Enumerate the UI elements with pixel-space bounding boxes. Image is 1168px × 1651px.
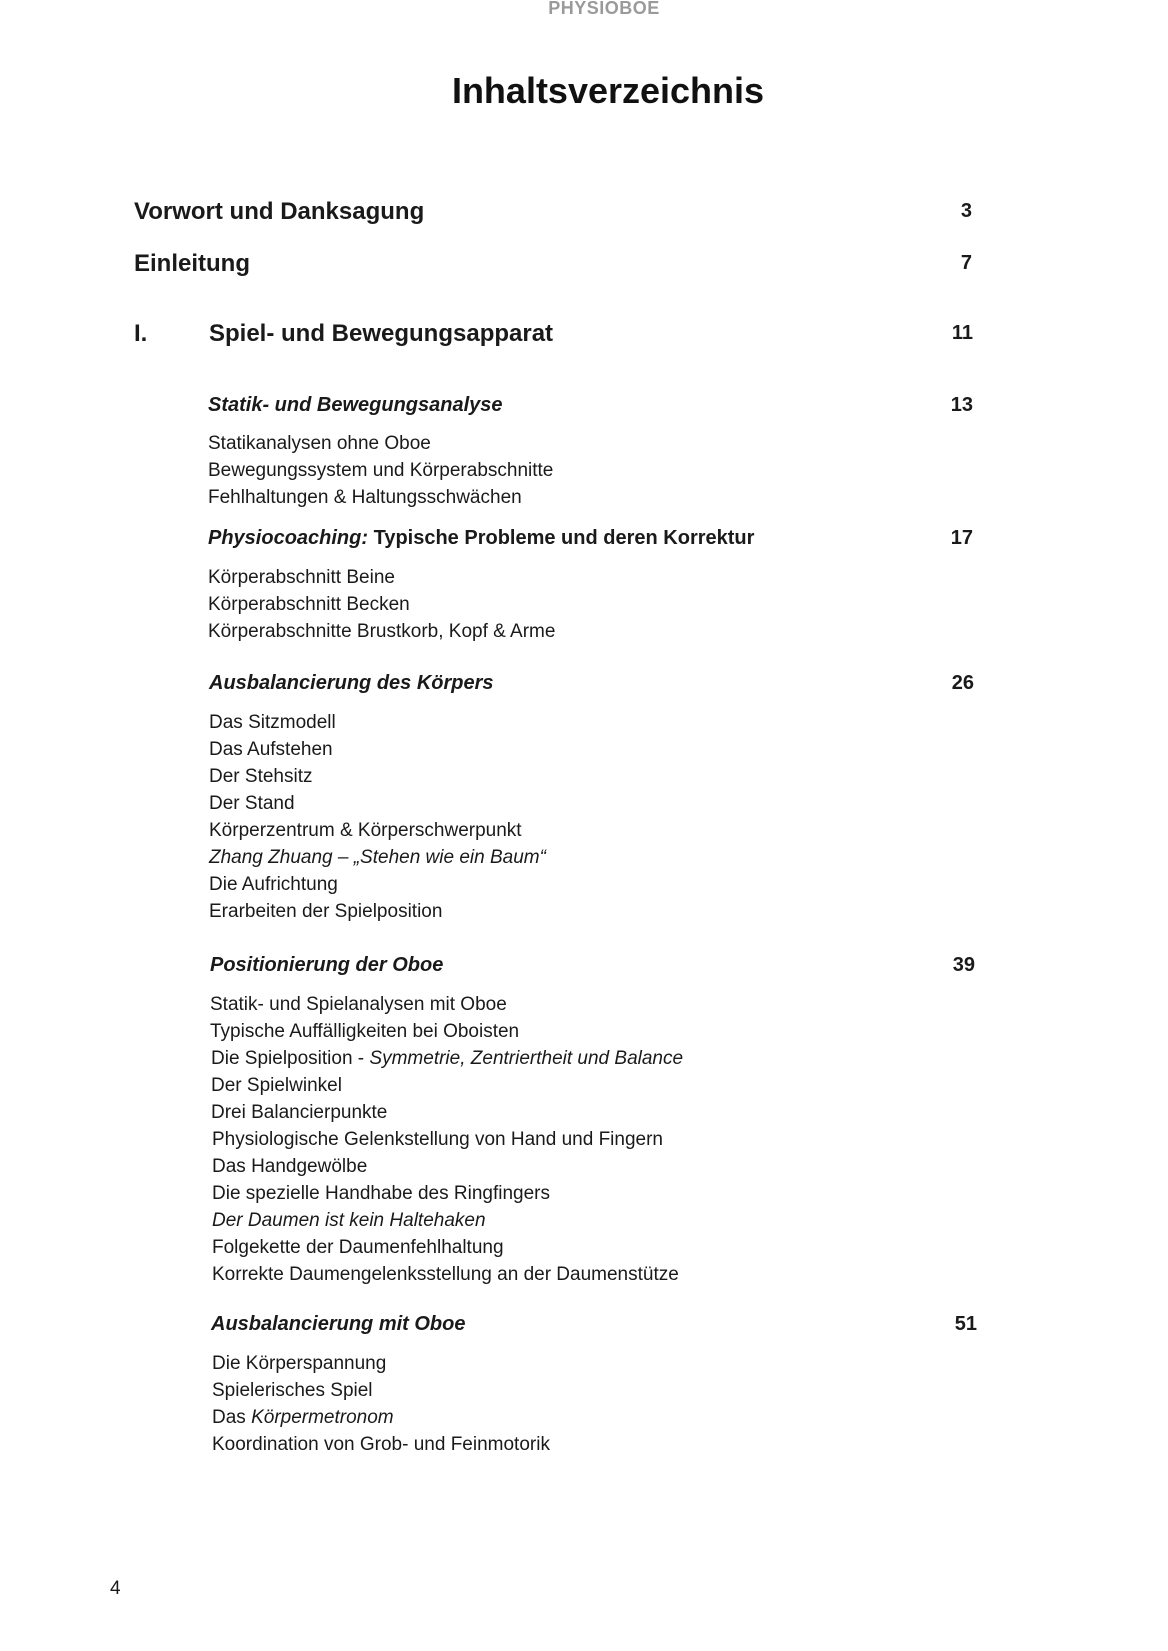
section-title-rest: Typische Probleme und deren Korrektur [368, 527, 755, 549]
toc-item-italic: Symmetrie, Zentriertheit und Balance [369, 1048, 684, 1069]
running-header: PHYSIOBOE [548, 0, 660, 18]
toc-item: Der Stand [209, 793, 295, 814]
part-numeral: I. [134, 320, 148, 347]
toc-item: Körperabschnitt Beine [208, 567, 395, 588]
toc-item-prefix: Die Spielposition - [211, 1048, 370, 1069]
toc-item: Statik- und Spielanalysen mit Oboe [210, 994, 507, 1015]
section-page: 39 [952, 954, 975, 976]
toc-item: Korrekte Daumengelenksstellung an der Daumenstütze [212, 1264, 679, 1285]
section-page: 26 [951, 672, 974, 694]
section-title: Positionierung der Oboe [210, 954, 444, 976]
toc-item: Typische Auffälligkeiten bei Oboisten [210, 1021, 520, 1042]
toc-item: Der Stehsitz [209, 766, 313, 787]
toc-item: Körperabschnitte Brustkorb, Kopf & Arme [208, 621, 556, 642]
section-title: Ausbalancierung mit Oboe [211, 1313, 466, 1335]
toc-entry-page: 7 [960, 252, 972, 274]
toc-item: Physiologische Gelenkstellung von Hand und Fingern [212, 1129, 663, 1150]
page-title: Inhaltsverzeichnis [451, 70, 765, 111]
toc-item: Drei Balancierpunkte [211, 1102, 388, 1123]
section-page: 51 [954, 1313, 977, 1335]
toc-item: Spielerisches Spiel [212, 1380, 373, 1401]
toc-item: Der Spielwinkel [211, 1075, 342, 1096]
toc-item: Die spezielle Handhabe des Ringfingers [212, 1183, 550, 1204]
toc-item [211, 1048, 683, 1070]
toc-item: Bewegungssystem und Körperabschnitte [208, 460, 554, 481]
toc-item: Statikanalysen ohne Oboe [208, 433, 431, 454]
section-title-italic: Physiocoaching: [208, 527, 369, 549]
toc-item: Körperabschnitt Becken [208, 594, 410, 615]
toc-item: Zhang Zhuang – „Stehen wie ein Baum“ [209, 847, 546, 868]
toc-entry-page: 3 [960, 200, 972, 222]
section-title [208, 527, 754, 550]
toc-item [212, 1407, 394, 1429]
page-number: 4 [110, 1578, 121, 1599]
part-page: 11 [951, 322, 973, 344]
toc-item: Das Handgewölbe [212, 1156, 368, 1177]
toc-entry-label: Vorwort und Danksagung [134, 198, 425, 225]
toc-item: Die Aufrichtung [209, 874, 338, 895]
part-title: Spiel- und Bewegungsapparat [209, 320, 554, 347]
section-title: Ausbalancierung des Körpers [209, 672, 494, 694]
toc-item: Koordination von Grob- und Feinmotorik [212, 1434, 550, 1455]
toc-item: Körperzentrum & Körperschwerpunkt [209, 820, 522, 841]
toc-entry-label: Einleitung [134, 250, 250, 277]
toc-item-italic: Körpermetronom [251, 1407, 394, 1428]
toc-item: Erarbeiten der Spielposition [209, 901, 443, 922]
section-title: Statik- und Bewegungsanalyse [208, 394, 503, 416]
toc-item: Das Aufstehen [209, 739, 333, 760]
toc-item-prefix: Das [212, 1407, 252, 1428]
section-page: 17 [950, 527, 973, 549]
toc-item: Das Sitzmodell [209, 712, 336, 733]
toc-item: Der Daumen ist kein Haltehaken [212, 1210, 486, 1231]
toc-item: Die Körperspannung [212, 1353, 387, 1374]
toc-item: Fehlhaltungen & Haltungsschwächen [208, 487, 522, 508]
toc-item: Folgekette der Daumenfehlhaltung [212, 1237, 504, 1258]
section-page: 13 [950, 394, 973, 416]
